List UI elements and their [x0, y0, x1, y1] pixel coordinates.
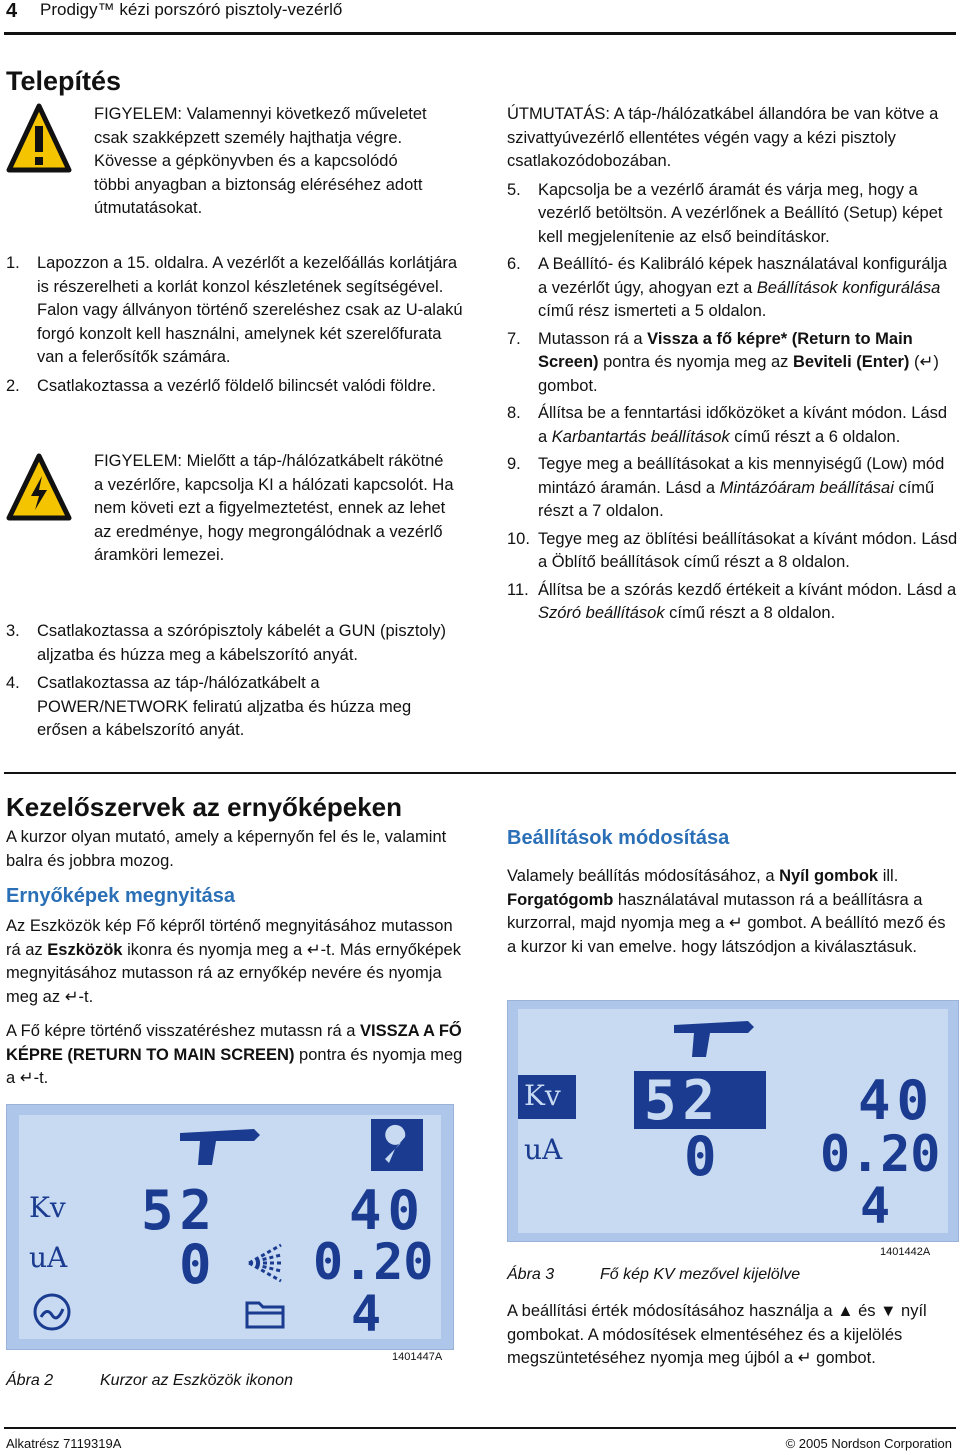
kv-setpoint-value: 52 [644, 1069, 722, 1132]
ua-setpoint-value: 0 [179, 1233, 212, 1296]
cross-reference: Karbantartás beállítások [551, 427, 730, 446]
step-text: Csatlakoztassa az táp-/hálózatkábelt a POWER/NETWORK feliratú aljzatba és húzza meg erősen a kábelszorító anyát. [37, 674, 412, 739]
figure2-caption: Kurzor az Eszközök ikonon [100, 1372, 293, 1389]
kv-actual-value: 40 [349, 1179, 427, 1242]
open-screens-heading: Ernyőképek megnyitása [6, 885, 235, 907]
step-text [538, 253, 959, 324]
text-run: című rész ismerteti a 5 oldalon. [538, 302, 767, 320]
step-number: 8. [507, 404, 521, 422]
key-reference: Beviteli (Enter) [792, 353, 910, 371]
icon-reference: Eszközök [47, 940, 123, 959]
step-text [538, 579, 959, 626]
note-power-cable: ÚTMUTATÁS: A táp-/hálózatkábel állandóra be van kötve a szivattyúvezérlő ellentétes végén vagy a kézi pisztoly csatlakozódobozában. [507, 105, 939, 170]
bottom-value: 4 [860, 1177, 891, 1235]
step-text: Lapozzon a 15. oldalra. A vezérlőt a kezelőállás korlátjára is részerelheti a korlát konzol készletének segítségével. Falon vagy állványon történő szereléshez csak az U-alakú forgó konzolt kell használni, amelynek két szerelőfurata van a felerősítők számára. [37, 254, 463, 366]
text-run: Állítsa be a szórás kezdő értékeit a kívánt módon. Lásd a [538, 580, 957, 599]
text-run: Az Eszközök kép Fő képről történő megnyitásához mutasson rá az [6, 917, 453, 959]
list-item [6, 672, 466, 743]
text-run: Tegye meg a beállításokat a kis mennyiségű (Low) mód mintázó áramán. Lásd a [538, 455, 945, 497]
figure2-lcd-screen [6, 1104, 454, 1350]
bottom-value: 4 [351, 1285, 382, 1343]
page-number: 4 [6, 0, 18, 22]
text-run: A Fő képre történő visszatéréshez mutassn rá a [6, 1022, 361, 1040]
document-title: Prodigy™ kézi porszóró pisztoly-vezérlő [40, 0, 343, 19]
step-text: Kapcsolja be a vezérlő áramát és várja meg, hogy a vezérlő betöltsön. A vezérlőnek a Beállító (Setup) képet kell megjelenítenie az első beindításkor. [538, 180, 943, 246]
text-run: ikonra és nyomja meg a ↵-t. Más ernyőképek megnyitásához mutasson rá az ernyőkép nevére és nyomja meg az ↵-t. [6, 940, 461, 1006]
step-number: 10. [507, 529, 530, 548]
ua-label: uA [29, 1241, 68, 1274]
step-number: 5. [507, 180, 521, 199]
part-number: Alkatrész 7119319A [6, 1436, 122, 1451]
text-run: című részt a 7 oldalon. [538, 478, 935, 520]
key-reference: Nyíl gombok [779, 867, 879, 885]
right-column-steps [507, 103, 959, 626]
text-run: pontra és nyomja meg az [598, 353, 793, 371]
ua-actual-value: 0.20 [820, 1125, 941, 1183]
list-item [507, 528, 959, 575]
settings-paragraph-2: A beállítási érték módosításához használja a ▲ és ▼ nyíl gombokat. A módosítések elmentéséhez és a kijelölés megszüntetéséhez nyomja meg újból a ↵ gombot. [507, 1302, 927, 1367]
list-item [507, 179, 959, 250]
settings-heading: Beállítások módosítása [507, 827, 730, 849]
purge-icon [31, 1291, 73, 1333]
list-item [6, 375, 466, 399]
spray-gun-icon [668, 1011, 760, 1063]
text-run: Valamely beállítás módosításához, a [507, 867, 780, 885]
menu-reference: Vissza a fő képre* (Return to Main Screen) [538, 329, 913, 371]
figure3-caption: Fő kép KV mezővel kijelölve [600, 1266, 801, 1283]
controls-intro: A kurzor olyan mutató, amely a képernyőn fel és le, valamint balra és jobbra mozog. [6, 828, 447, 870]
ua-actual-value: 0.20 [313, 1233, 434, 1291]
spray-gun-icon [174, 1119, 266, 1171]
step-text: Csatlakoztassa a szórópisztoly kábelét a GUN (pisztoly) aljzatba és húzza meg a kábelszorító anyát. [37, 622, 446, 664]
step-number: 9. [507, 455, 521, 473]
step-text: Tegye meg az öblítési beállításokat a kívánt módon. Lásd a Öblítő beállítások című részt a 8 oldalon. [538, 529, 958, 571]
step-number: 7. [507, 329, 521, 348]
step-number: 4. [6, 674, 20, 692]
warning-qualified-personnel: FIGYELEM: Valamennyi következő műveletet csak szakképzett személy hajthatja végre. Kövesse a gépkönyvben és a kapcsolódó többi anyagban a biztonság eléréséhez adott útmutatásokat. [94, 105, 427, 217]
step-number: 2. [6, 376, 20, 395]
warning-power-off: FIGYELEM: Mielőtt a táp-/hálózatkábelt rákötné a vezérlőre, kapcsolja KI a hálózati kapcsolót. Ha nem követi ezt a figyelmeztetést, ennek az lehet az eredménye, hogy megrongálódnak a vezérlő áramköri lemezei. [94, 452, 454, 564]
bottom-rule [4, 1427, 956, 1429]
wrench-icon [371, 1119, 423, 1171]
kv-actual-value: 40 [858, 1069, 936, 1132]
controls-heading: Kezelőszervek az ernyőképeken [6, 792, 402, 822]
step-text: Csatlakoztassa a vezérlő földelő bilincsét valódi földre. [37, 376, 436, 395]
figure2-number: Ábra 2 [6, 1372, 54, 1389]
figure3-lcd-screen [507, 1000, 959, 1242]
warning-exclamation-icon [6, 102, 72, 174]
return-main-paragraph [6, 1020, 466, 1091]
text-run: A Beállító- és Kalibráló képek használatával konfigurálja a vezérlőt úgy, ahogyan ezt a [538, 255, 948, 297]
step-text [538, 453, 959, 524]
kv-label: Kv [29, 1191, 66, 1224]
lcd-panel [19, 1115, 441, 1343]
text-run: című részt a 6 oldalon. [729, 427, 901, 446]
key-reference: Forgatógomb [507, 890, 614, 909]
folder-icon [245, 1297, 285, 1329]
figure2-code: 1401447A [392, 1351, 443, 1363]
menu-reference: VISSZA A FŐ KÉPRE (RETURN TO MAIN SCREEN) [6, 1022, 462, 1064]
text-run: pontra és nyomja meg a ↵-t. [6, 1045, 463, 1087]
warning-electric-shock-icon [6, 452, 72, 522]
text-run: (↵) gombot. [538, 353, 939, 395]
text-run: Állítsa be a fenntartási időközöket a kívánt módon. Lásd a [538, 404, 948, 446]
cross-reference: Szóró beállítások [538, 604, 665, 622]
kv-label: Kv [524, 1079, 561, 1112]
ua-setpoint-value: 0 [684, 1125, 717, 1188]
cross-reference: Beállítások konfigurálása [756, 278, 941, 297]
step-number: 3. [6, 622, 20, 640]
section-rule [4, 772, 956, 774]
step-number: 11. [507, 580, 529, 599]
figure3-number: Ábra 3 [507, 1266, 555, 1283]
spray-pattern-icon [245, 1241, 285, 1285]
step-number: 6. [507, 255, 521, 273]
install-steps-3-4 [6, 620, 466, 743]
settings-paragraph-1 [507, 865, 959, 959]
text-run: című részt a 8 oldalon. [664, 604, 836, 622]
text-run: Mutasson rá a [538, 329, 648, 348]
lcd-panel [518, 1009, 948, 1233]
list-item [6, 252, 466, 370]
list-item [507, 579, 959, 626]
text-run: használatával mutasson rá a beállításra a kurzorral, majd nyomja meg a ↵ gombot. A beállító mező és a kurzor ki van emelve. hogy látszódjon a kiválasztásuk. [507, 890, 946, 956]
list-item [507, 453, 959, 524]
step-text [538, 328, 959, 399]
step-number: 1. [6, 254, 20, 272]
ua-label: uA [524, 1133, 563, 1166]
kv-setpoint-value: 52 [141, 1179, 219, 1242]
cross-reference: Mintázóáram beállításai [719, 478, 894, 497]
top-rule [4, 32, 956, 35]
list-item [6, 620, 466, 667]
install-steps-1-2 [6, 252, 466, 398]
list-item [507, 402, 959, 449]
list-item [507, 253, 959, 324]
installation-heading: Telepítés [6, 66, 122, 96]
text-run: ill. [878, 867, 899, 885]
list-item [507, 328, 959, 399]
figure3-code: 1401442A [880, 1246, 931, 1258]
step-text [538, 402, 959, 449]
copyright: © 2005 Nordson Corporation [785, 1436, 952, 1451]
open-screens-paragraph [6, 915, 466, 1009]
